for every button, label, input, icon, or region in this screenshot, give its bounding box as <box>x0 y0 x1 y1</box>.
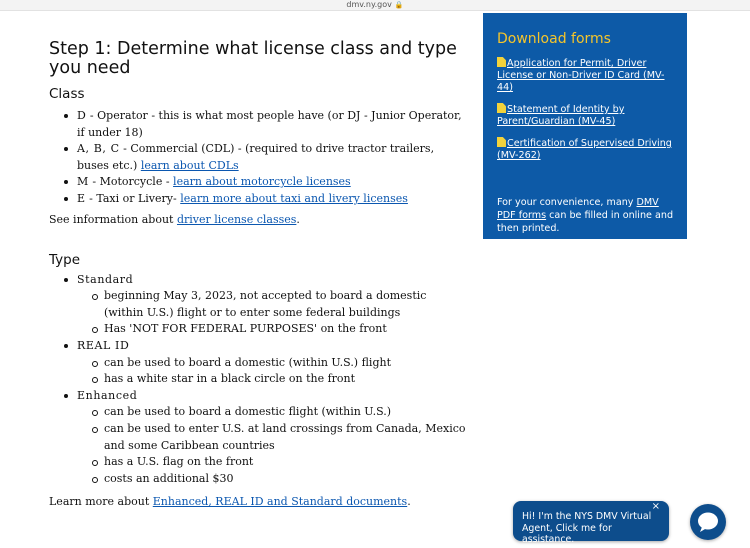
type-name: Standard <box>77 272 134 286</box>
class-item-e <box>49 191 469 208</box>
class-description: - Commercial (CDL) - (required to drive tractor trailers, buses etc.) <box>77 142 435 172</box>
class-heading: Class <box>49 86 85 102</box>
detail-item: has a U.S. flag on the front <box>77 454 469 471</box>
form-item-mv262 <box>497 137 675 162</box>
type-item-standard <box>49 272 469 338</box>
detail-item: has a white star in a black circle on the front <box>77 371 469 388</box>
chat-launcher-button[interactable] <box>690 504 726 540</box>
form-link-mv44[interactable]: Application for Permit, Driver License or Non-Driver ID Card (MV-44) <box>497 58 665 93</box>
url-text: dmv.ny.gov <box>346 0 392 9</box>
class-item-cdl <box>49 141 469 174</box>
dmv-pdf-forms-link[interactable]: DMV PDF forms <box>497 197 659 221</box>
virtual-agent-message: Hi! I'm the NYS DMV Virtual Agent, Click me for assistance. <box>522 511 652 545</box>
real-id-details <box>77 355 469 388</box>
main-content <box>49 40 469 510</box>
chat-icon <box>696 510 720 534</box>
detail-item: Has 'NOT FOR FEDERAL PURPOSES' on the front <box>77 321 469 338</box>
type-item-enhanced <box>49 388 469 488</box>
document-icon <box>497 103 506 113</box>
class-code: A, B, C <box>77 142 120 156</box>
document-icon <box>497 57 506 67</box>
lock-icon: 🔒 <box>394 1 404 9</box>
type-heading: Type <box>49 251 81 268</box>
learn-more-documents <box>49 494 469 510</box>
info-prefix: See information about <box>49 212 177 226</box>
form-item-mv44 <box>497 57 675 94</box>
close-icon[interactable]: × <box>651 501 660 512</box>
class-description: - Taxi or Livery- <box>85 191 181 205</box>
license-classes-info <box>49 212 469 228</box>
class-code: M <box>77 175 89 189</box>
type-item-real-id <box>49 338 469 388</box>
info-suffix: . <box>296 212 300 226</box>
learn-cdl-link[interactable]: learn about CDLs <box>140 158 239 172</box>
type-name: REAL ID <box>77 338 130 352</box>
class-code: D <box>77 109 87 122</box>
pdf-forms-note <box>497 196 675 235</box>
documents-link[interactable]: Enhanced, REAL ID and Standard documents <box>152 495 408 509</box>
form-link-mv262[interactable]: Certification of Supervised Driving (MV-262) <box>497 138 672 161</box>
virtual-agent-prompt[interactable] <box>513 501 669 545</box>
download-forms-title: Download forms <box>497 31 611 47</box>
type-list <box>49 272 469 488</box>
class-list <box>49 108 469 208</box>
class-code: E <box>77 191 86 205</box>
detail-item: beginning May 3, 2023, not accepted to board a domestic (within U.S.) flight or to enter some federal buildings <box>77 288 469 321</box>
enhanced-details <box>77 404 469 487</box>
class-item-m <box>49 174 469 191</box>
detail-item: can be used to enter U.S. at land crossings from Canada, Mexico and some Caribbean countries <box>77 421 469 454</box>
detail-item: can be used to board a domestic flight (within U.S.) <box>77 404 469 421</box>
type-name: Enhanced <box>77 388 138 402</box>
form-link-mv45[interactable]: Statement of Identity by Parent/Guardian (MV-45) <box>497 104 625 127</box>
browser-url-bar[interactable] <box>0 0 750 11</box>
note-suffix: can be filled in online and then printed. <box>497 210 674 234</box>
learn-motorcycle-link[interactable]: learn about motorcycle licenses <box>173 175 351 189</box>
class-description: - Operator - this is what most people have (or DJ - Junior Operator, if under 18) <box>77 109 462 139</box>
note-prefix: For your convenience, many <box>497 197 637 208</box>
download-forms-panel <box>483 13 687 239</box>
detail-item: costs an additional $30 <box>77 471 469 488</box>
detail-item: can be used to board a domestic (within U.S.) flight <box>77 355 469 372</box>
class-item-d <box>49 108 469 141</box>
class-description: - Motorcycle - <box>88 175 174 189</box>
form-item-mv45 <box>497 103 675 128</box>
learn-taxi-link[interactable]: learn more about taxi and livery licenses <box>180 191 408 205</box>
standard-details <box>77 288 469 338</box>
license-classes-link[interactable]: driver license classes <box>176 212 297 226</box>
learn-more-prefix: Learn more about <box>49 495 153 509</box>
document-icon <box>497 137 506 147</box>
page-title: Step 1: Determine what license class and type you need <box>49 39 457 78</box>
learn-more-suffix: . <box>407 495 411 509</box>
